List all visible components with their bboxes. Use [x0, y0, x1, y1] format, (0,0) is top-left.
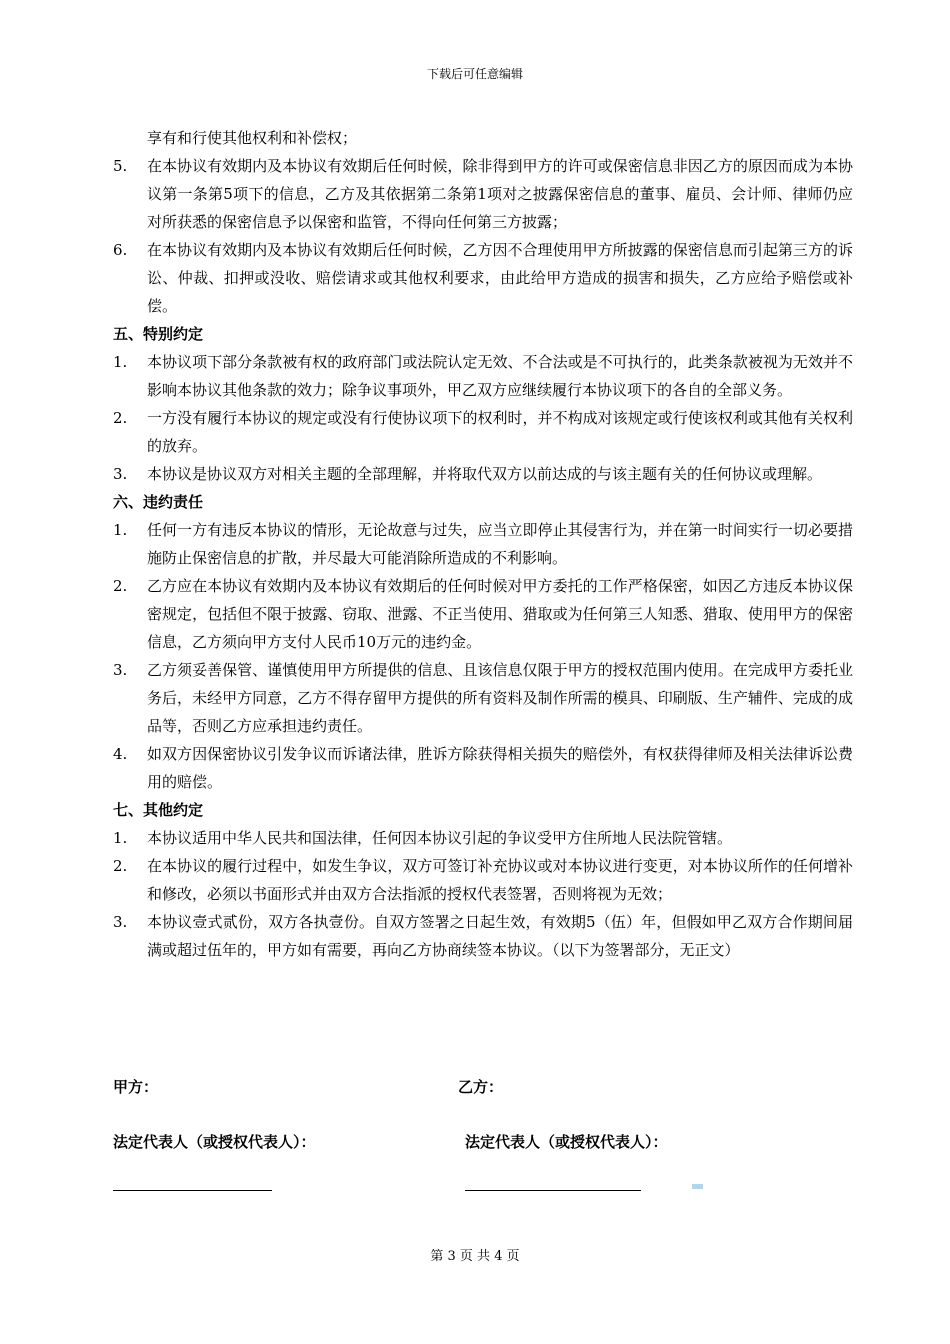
party-b-representative-label: 法定代表人（或授权代表人）：	[465, 1133, 668, 1151]
highlight-mark	[692, 1184, 703, 1189]
party-a-label: 甲方：	[113, 1078, 159, 1096]
item-number: 6.	[113, 241, 128, 259]
item-text: 在本协议有效期内及本协议有效期后任何时候，除非得到甲方的许可或保密信息非因乙方的原因而成为本协议第一条第5项下的信息，乙方及其依据第二条第1项对之披露保密信息的董事、雇员、会计师、律师仍应对所获悉的保密信息予以保密和监管，不得向任何第三方披露；	[147, 157, 853, 231]
item-number: 4.	[113, 745, 128, 763]
list-item	[113, 152, 853, 236]
list-item	[113, 824, 853, 852]
list-item	[113, 460, 853, 488]
list-item	[113, 516, 853, 572]
party-a-signature-line	[113, 1190, 272, 1191]
item-text: 本协议适用中华人民共和国法律，任何因本协议引起的争议受甲方住所地人民法院管辖。	[147, 829, 733, 847]
list-item	[113, 852, 853, 908]
item-number: 5.	[113, 157, 128, 175]
party-b-signature-line	[465, 1190, 641, 1191]
item-text: 在本协议的履行过程中，如发生争议，双方可签订补充协议或对本协议进行变更，对本协议所作的任何增补和修改，必须以书面形式并由双方合法指派的授权代表签署，否则将视为无效；	[147, 857, 853, 903]
item-text: 本协议项下部分条款被有权的政府部门或法院认定无效、不合法或是不可执行的，此类条款被视为无效并不影响本协议其他条款的效力；除争议事项外，甲乙双方应继续履行本协议项下的各自的全部义务。	[147, 353, 853, 399]
list-item	[113, 404, 853, 460]
item-text: 本协议是协议双方对相关主题的全部理解，并将取代双方以前达成的与该主题有关的任何协议或理解。	[147, 465, 823, 483]
list-item	[113, 572, 853, 656]
item-text: 任何一方有违反本协议的情形，无论故意与过失，应当立即停止其侵害行为，并在第一时间实行一切必要措施防止保密信息的扩散，并尽最大可能消除所造成的不利影响。	[147, 521, 853, 567]
item-number: 1.	[113, 353, 128, 371]
list-item	[113, 740, 853, 796]
item-text: 如双方因保密协议引发争议而诉诸法律，胜诉方除获得相关损失的赔偿外，有权获得律师及相关法律诉讼费用的赔偿。	[147, 745, 853, 791]
item-number: 2.	[113, 409, 128, 427]
section-heading-other-terms: 七、其他约定	[113, 801, 204, 819]
section-heading-special-terms: 五、特别约定	[113, 325, 204, 343]
agreement-body	[113, 124, 853, 964]
item-number: 3.	[113, 661, 128, 679]
section-heading-liability: 六、违约责任	[113, 493, 204, 511]
page-number: 第 3 页 共 4 页	[430, 1249, 520, 1264]
list-item	[113, 908, 853, 964]
item-number: 2.	[113, 577, 128, 595]
list-item	[113, 348, 853, 404]
item-text: 一方没有履行本协议的规定或没有行使协议项下的权利时，并不构成对该规定或行使该权利或其他有关权利的放弃。	[147, 409, 853, 455]
item-number: 3.	[113, 465, 128, 483]
party-a-representative-label: 法定代表人（或授权代表人）：	[113, 1133, 316, 1151]
item-text: 乙方须妥善保管、谨慎使用甲方所提供的信息、且该信息仅限于甲方的授权范围内使用。在完成甲方委托业务后，未经甲方同意，乙方不得存留甲方提供的所有资料及制作所需的模具、印刷版、生产辅件、完成的成品等，否则乙方应承担违约责任。	[147, 661, 853, 735]
page-header: 下载后可任意编辑	[426, 67, 523, 81]
item-text: 乙方应在本协议有效期内及本协议有效期后的任何时候对甲方委托的工作严格保密，如因乙方违反本协议保密规定，包括但不限于披露、窃取、泄露、不正当使用、猎取或为任何第三人知悉、猎取、使用甲方的保密信息，乙方须向甲方支付人民币10万元的违约金。	[147, 577, 853, 651]
item-number: 1.	[113, 829, 128, 847]
item-number: 2.	[113, 857, 128, 875]
item-number: 1.	[113, 521, 128, 539]
list-item	[113, 656, 853, 740]
list-item	[113, 236, 853, 320]
item-number: 3.	[113, 913, 128, 931]
item-text: 在本协议有效期内及本协议有效期后任何时候，乙方因不合理使用甲方所披露的保密信息而引起第三方的诉讼、仲裁、扣押或没收、赔偿请求或其他权利要求，由此给甲方造成的损害和损失，乙方应给予赔偿或补偿。	[147, 241, 853, 315]
item-text: 本协议壹式贰份，双方各执壹份。自双方签署之日起生效，有效期5（伍）年，但假如甲乙双方合作期间届满或超过伍年的，甲方如有需要，再向乙方协商续签本协议。（以下为签署部分，无正文）	[147, 913, 853, 959]
continuation-text: 享有和行使其他权利和补偿权；	[147, 129, 358, 147]
party-b-label: 乙方：	[458, 1078, 504, 1096]
